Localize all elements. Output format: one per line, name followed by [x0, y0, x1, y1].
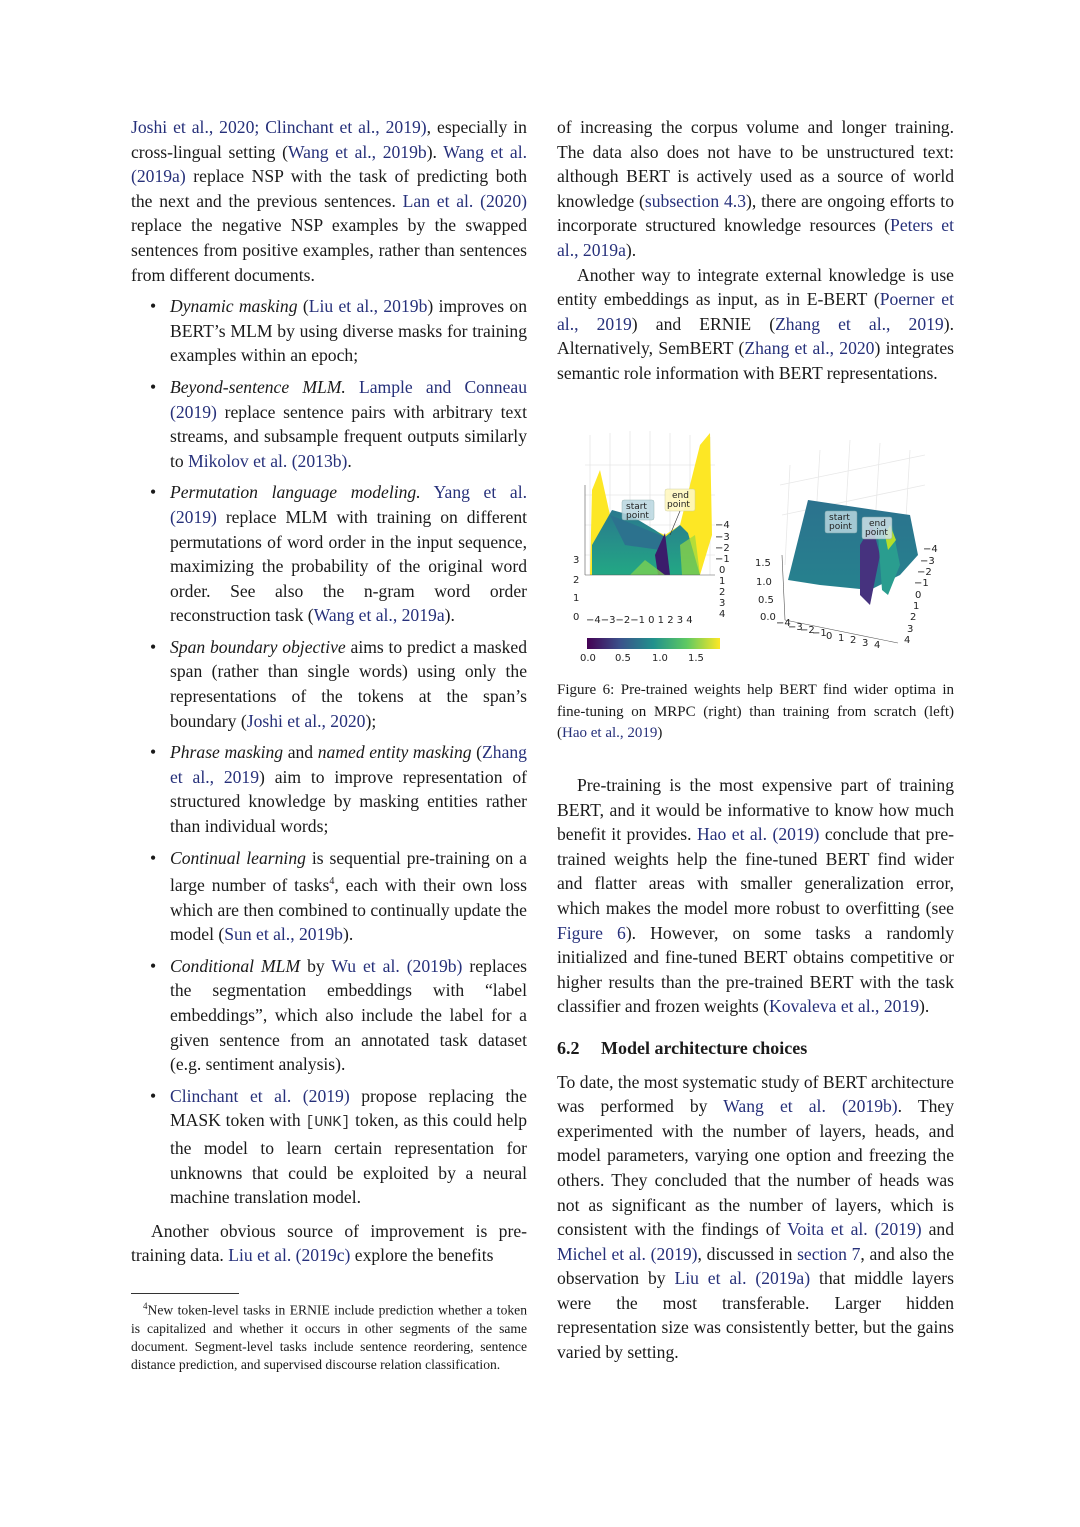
svg-text:−3: −3: [715, 532, 730, 543]
svg-text:−1: −1: [812, 628, 827, 639]
text-run: ).: [625, 239, 637, 260]
right-column-top: [557, 115, 954, 386]
citation-link[interactable]: Clinchant et al. (2019): [170, 1085, 350, 1106]
footnote: [131, 1297, 527, 1375]
text-run: replaces the segmentation embeddings with “label embeddings”, which also include the label for a given sentence from an annotated task dataset (e.g. sentiment analysis).: [170, 955, 527, 1075]
citation-link[interactable]: Yang et al. (2019): [170, 482, 527, 527]
svg-text:0: 0: [573, 612, 580, 623]
emphasized-term: named entity masking: [317, 742, 472, 763]
citation-link[interactable]: Sun et al., 2019b: [224, 924, 343, 945]
citation-link[interactable]: Liu et al. (2019c): [228, 1245, 351, 1266]
svg-text:−1: −1: [914, 578, 929, 589]
citation-link[interactable]: Zhang et al., 2020: [744, 338, 875, 359]
text-run: .: [347, 450, 352, 471]
svg-text:1: 1: [838, 633, 845, 644]
svg-text:−3: −3: [920, 556, 935, 567]
right-plot-pretrained: [755, 440, 938, 651]
citation-link[interactable]: Wang et al. (2019a): [131, 141, 527, 187]
citation-link[interactable]: Peters et al., 2019a: [557, 215, 954, 260]
svg-text:2: 2: [850, 635, 857, 646]
caption-suffix: ): [657, 725, 663, 741]
text-run: , and also the observation by: [557, 1243, 955, 1289]
svg-text:−2: −2: [800, 625, 815, 636]
text-run: ).: [444, 605, 455, 626]
svg-text:1.5: 1.5: [755, 558, 771, 569]
text-run: aims to predict a masked span (rather than single words) using only the representations of the tokens at the span’s boundary (: [170, 636, 527, 731]
paragraph-corpus: [557, 115, 954, 263]
figure-caption: [557, 680, 954, 745]
svg-text:point: point: [667, 500, 690, 510]
list-item: [131, 846, 527, 947]
list-item: [131, 480, 527, 628]
bullet-term: Conditional MLM: [170, 955, 301, 976]
bullet-term: Continual learning: [170, 847, 306, 868]
svg-text:2: 2: [573, 575, 580, 586]
citation-link[interactable]: Wang et al., 2019b: [287, 141, 427, 162]
text-run: ).: [426, 141, 444, 162]
text-run: replace MLM with training on different permutations of word order in the input sequence, maximizing the probability of the original word order. See also the n-gram word order reconstruction task (: [170, 506, 527, 626]
citation-link[interactable]: Poerner et al., 2019: [557, 289, 955, 334]
text-run: token, as this could help the model to learn certain representation for unknowns that could be exploited by a neural machine translation model.: [170, 1110, 528, 1208]
bullet-term: Phrase masking: [170, 742, 284, 763]
svg-text:3: 3: [573, 555, 580, 566]
section-title: Model architecture choices: [601, 1037, 808, 1058]
svg-text:4: 4: [719, 609, 726, 620]
footnote-divider: [131, 1293, 239, 1294]
text-run: (: [297, 296, 309, 317]
text-run: , especially in cross-lingual setting (: [131, 117, 527, 162]
svg-text:−2: −2: [917, 567, 932, 578]
citation-link[interactable]: Joshi et al., 2020: [246, 710, 366, 731]
intro-paragraph: [131, 115, 527, 287]
text-run: [346, 377, 359, 397]
text-run: ), there are ongoing efforts to incorporate structured knowledge resources (: [557, 190, 954, 236]
text-run: ). However, on some tasks a randomly initialized and fine-tuned BERT obtains competitive or higher results than the pre-trained BERT with the task classifier and frozen weights (: [557, 922, 954, 1017]
text-run: ) improves on BERT’s MLM by using diverse masks for training examples within an epoch;: [170, 296, 527, 366]
text-run: of increasing the corpus volume and longer training. The data also does not have to be unstructured text: although BERT is actively used as a source of world knowledge (: [557, 117, 954, 211]
svg-text:−4: −4: [923, 544, 938, 555]
citation-link[interactable]: Wang et al., 2019a: [313, 605, 445, 626]
svg-text:end: end: [869, 519, 886, 529]
figure-6: [570, 425, 950, 665]
text-run: is sequential pre-training on a large number of tasks: [170, 847, 527, 896]
text-run: propose replacing the MASK token with: [170, 1085, 527, 1131]
caption-text: Pre-trained weights help BERT find wider optima in fine-tuning on MRPC (right) than training from scratch (left) (: [557, 682, 954, 741]
pretraining-objectives-list: [131, 294, 527, 1210]
svg-text:end: end: [672, 491, 689, 501]
footnote-marker: 4: [143, 1301, 148, 1311]
right-column-bottom: [557, 773, 954, 1365]
section-heading: [557, 1036, 954, 1061]
text-run: [421, 482, 434, 502]
text-run: replace sentence pairs with arbitrary text streams, and subsample frequent outputs similarly to: [170, 401, 527, 471]
text-run: explore the benefits: [350, 1245, 494, 1266]
left-plot-from-scratch: [573, 431, 730, 626]
bullet-term: Dynamic masking: [170, 296, 298, 317]
text-run: ).: [919, 996, 930, 1017]
text-run: ).: [342, 924, 354, 945]
citation-link[interactable]: Figure 6: [557, 922, 626, 943]
paragraph-pretraining-benefit: [557, 773, 954, 1019]
loss-landscape-plots: [570, 425, 950, 665]
svg-text:4: 4: [904, 635, 911, 646]
bullet-term: Permutation language modeling.: [170, 482, 421, 503]
citation-link[interactable]: Lample and Conneau (2019): [170, 376, 527, 422]
text-run: and: [921, 1219, 955, 1240]
svg-text:2: 2: [910, 612, 917, 623]
svg-text:point: point: [626, 511, 649, 521]
svg-text:3: 3: [862, 638, 869, 649]
text-run: , each with their own loss which are then combined to continually update the model (: [170, 875, 527, 945]
list-item: [131, 635, 527, 733]
citation-link[interactable]: Lan et al. (2020): [402, 190, 527, 211]
text-run: and: [283, 742, 318, 763]
text-run: ) and ERNIE (: [631, 313, 776, 334]
citation-link[interactable]: Wang et al. (2019b): [723, 1096, 898, 1117]
paragraph-entity-embeddings: [557, 263, 954, 386]
text-run: replace the negative NSP examples by the swapped sentences from positive examples, rather than sentences from different documents.: [131, 215, 527, 285]
text-run: Another way to integrate external knowledge is use entity embeddings as input, as in E-BERT (: [557, 264, 954, 310]
text-run: ) integrates semantic role information with BERT representations.: [557, 338, 954, 383]
citation-link[interactable]: Kovaleva et al., 2019: [769, 996, 920, 1017]
paragraph-architecture: [557, 1070, 954, 1365]
svg-text:1: 1: [573, 593, 580, 604]
svg-text:1.0: 1.0: [756, 577, 772, 588]
svg-text:start: start: [626, 502, 647, 512]
closing-paragraph: [131, 1219, 527, 1268]
svg-text:1.0: 1.0: [652, 653, 668, 664]
citation-link[interactable]: Zhang et al., 2019: [170, 742, 527, 787]
text-run: ). Alternatively, SemBERT (: [557, 313, 954, 359]
text-run: , discussed in: [697, 1243, 798, 1264]
svg-text:3: 3: [907, 624, 914, 635]
section-number: 6.2: [557, 1037, 580, 1058]
text-run: . They experimented with the number of layers, heads, and model parameters, varying one option and freezing the others. They concluded that the number of heads was not as significant as the number of layers, which is consistent with the findings of: [557, 1096, 954, 1240]
text-run: To date, the most systematic study of BERT architecture was performed by: [557, 1071, 954, 1117]
svg-text:1: 1: [719, 576, 726, 587]
text-run: conclude that pre-trained weights help the fine-tuned BERT find wider and flatter areas with smaller generalization error, which makes the model more robust to overfitting (see: [557, 824, 954, 918]
text-run: Pre-training is the most expensive part of training BERT, and it would be informative to know how much benefit it provides.: [557, 775, 954, 845]
text-run: replace NSP with the task of predicting both the next and the previous sentences.: [131, 166, 527, 211]
svg-text:−3: −3: [788, 622, 803, 633]
caption-label: Figure 6:: [557, 682, 615, 698]
footnote-ref[interactable]: 4: [329, 876, 335, 888]
svg-text:3: 3: [719, 598, 726, 609]
svg-text:0.0: 0.0: [580, 653, 596, 664]
bullet-term: Beyond-sentence MLM.: [170, 376, 346, 397]
svg-text:0.0: 0.0: [760, 612, 776, 623]
svg-text:1: 1: [913, 601, 920, 612]
text-run: Another obvious source of improvement is pre-training data.: [131, 1220, 527, 1266]
left-column: [131, 115, 527, 1268]
citation-link[interactable]: Liu et al. (2019a): [674, 1268, 811, 1289]
citation-link[interactable]: Wu et al. (2019b): [331, 955, 463, 976]
citation-link[interactable]: Mikolov et al. (2013b): [188, 450, 348, 471]
colorbar: [580, 638, 720, 664]
citation-link[interactable]: section 7: [797, 1243, 861, 1264]
citation-link[interactable]: Voita et al. (2019): [787, 1219, 922, 1240]
svg-text:point: point: [829, 522, 852, 532]
text-run: by: [300, 955, 332, 976]
svg-text:−1: −1: [715, 554, 730, 565]
bullet-term: Span boundary objective: [170, 636, 346, 657]
svg-text:−4: −4: [776, 618, 791, 629]
svg-text:point: point: [865, 528, 888, 538]
svg-text:1.5: 1.5: [688, 653, 704, 664]
text-run: (: [471, 742, 483, 763]
citation-link[interactable]: Zhang et al., 2019: [775, 313, 944, 334]
svg-text:0: 0: [719, 565, 726, 576]
citation-link[interactable]: Michel et al. (2019): [557, 1243, 698, 1264]
text-run: that middle layers were the most transferable. Larger hidden representation size was consistently better, but the gains varied by setting.: [557, 1268, 954, 1363]
svg-text:0: 0: [915, 590, 922, 601]
svg-text:2: 2: [719, 587, 726, 598]
svg-text:0: 0: [826, 631, 833, 642]
list-item: [131, 954, 527, 1077]
text-run: ) aim to improve representation of structured knowledge by masking entities rather than individual words;: [170, 766, 527, 837]
list-item: [131, 1084, 527, 1210]
svg-text:0.5: 0.5: [615, 653, 631, 664]
citation-link[interactable]: subsection 4.3: [644, 190, 746, 211]
citation-link[interactable]: Joshi et al., 2020; Clinchant et al., 2019): [131, 117, 427, 137]
code-token: [UNK]: [305, 1114, 351, 1132]
left-x-ticks: −4−3−2−1 0 1 2 3 4: [586, 615, 693, 626]
list-item: [131, 294, 527, 368]
list-item: [131, 375, 527, 473]
list-item: [131, 740, 527, 838]
citation-link[interactable]: Liu et al., 2019b: [308, 296, 428, 317]
svg-text:−4: −4: [715, 520, 730, 531]
citation-link[interactable]: Hao et al. (2019): [697, 824, 820, 845]
footnote-text: New token-level tasks in ERNIE include prediction whether a token is capitalized and whether it occurs in other segments of the same document. Segment-level tasks include sentence reordering, sentence distance prediction, and supervised discourse relation classification.: [131, 1302, 527, 1373]
text-run: );: [365, 710, 377, 731]
svg-text:start: start: [829, 513, 850, 523]
svg-text:4: 4: [874, 640, 881, 651]
svg-text:0.5: 0.5: [758, 595, 774, 606]
svg-text:−2: −2: [715, 543, 730, 554]
caption-citation-link[interactable]: Hao et al., 2019: [562, 725, 658, 741]
